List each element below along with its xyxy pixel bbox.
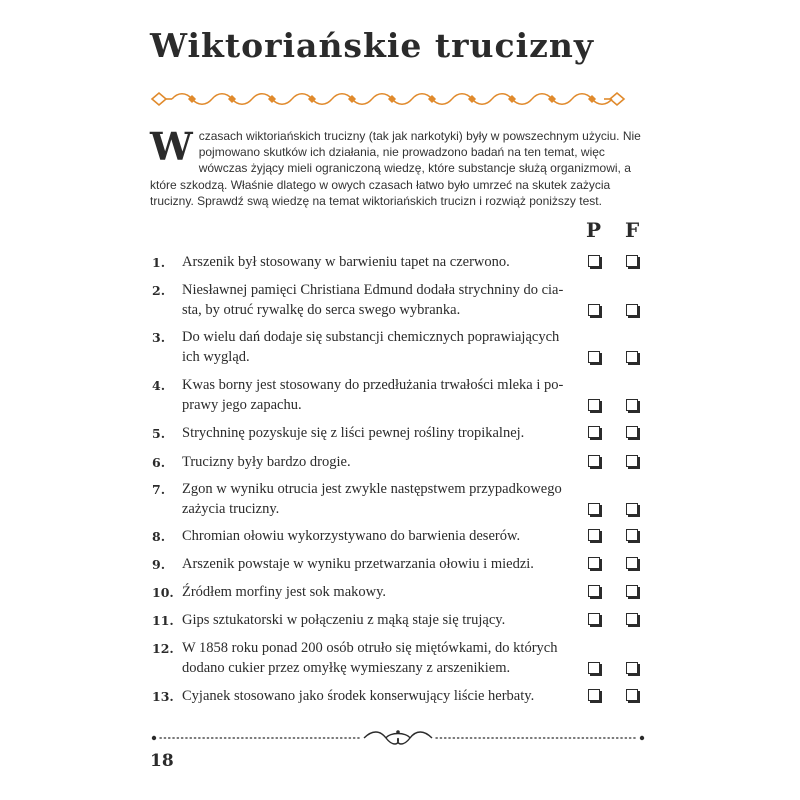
question-text-line-1: W 1858 roku ponad 200 osób otruło się miętówkami, do których	[182, 640, 558, 656]
checkbox-false[interactable]	[626, 399, 638, 411]
question-number: 6.	[152, 455, 166, 470]
question-text-line-1: Kwas borny jest stosowany do przedłużania trwałości mleka i po-	[182, 377, 564, 393]
question-text-line-1: Źródłem morfiny jest sok makowy.	[182, 584, 387, 600]
question-text	[182, 610, 572, 630]
question-number: 5.	[152, 426, 166, 441]
checkbox-true[interactable]	[588, 399, 600, 411]
question-number: 8.	[152, 529, 166, 544]
question-number: 11.	[152, 613, 174, 628]
checkbox-true[interactable]	[588, 503, 600, 515]
intro-text: czasach wiktoriańskich trucizny (tak jak narkotyki) były w powszechnym użyciu. Nie pojmowano skutków ich działania, nie prowadzono badań na ten temat, więc wówczas żyjący mieli ograniczoną wiedzę, które substancje służą organizmowi, a które szkodzą. Właśnie dlatego w owych czasach łatwo było umrzeć na skutek zażycia trucizny. Sprawdź swą wiedzę na temat wiktoriańskich trucizn i rozwiąż poniższy test.	[150, 129, 641, 208]
question-number: 13.	[152, 689, 174, 704]
column-header-true: P	[586, 218, 602, 242]
checkbox-true[interactable]	[588, 529, 600, 541]
checkbox-false[interactable]	[626, 503, 638, 515]
question-text	[182, 638, 572, 678]
question-text	[182, 479, 572, 519]
checkbox-false[interactable]	[626, 455, 638, 467]
intro-paragraph	[150, 124, 644, 209]
question-text-line-1: Do wielu dań dodaje się substancji chemicznych poprawiających	[182, 329, 560, 345]
question-number: 2.	[152, 283, 166, 298]
question-number: 10.	[152, 585, 174, 600]
column-header-false: F	[625, 218, 640, 242]
checkbox-false[interactable]	[626, 426, 638, 438]
question-text-line-1: Gips sztukatorski w połączeniu z mąką staje się trujący.	[182, 612, 506, 628]
question-text	[182, 280, 572, 320]
question-text-line-2: sta, by otruć rywalkę do serca swego wybranka.	[182, 302, 461, 318]
checkbox-true[interactable]	[588, 689, 600, 701]
question-text-line-1: Cyjanek stosowano jako środek konserwujący liście herbaty.	[182, 688, 535, 704]
checkbox-true[interactable]	[588, 557, 600, 569]
checkbox-false[interactable]	[626, 529, 638, 541]
checkbox-true[interactable]	[588, 613, 600, 625]
checkbox-true[interactable]	[588, 255, 600, 267]
question-text-line-1: Niesławnej pamięci Christiana Edmund dodała strychniny do cia-	[182, 282, 564, 298]
checkbox-true[interactable]	[588, 585, 600, 597]
question-text-line-2: ich wygląd.	[182, 349, 250, 365]
checkbox-false[interactable]	[626, 689, 638, 701]
checkbox-true[interactable]	[588, 455, 600, 467]
question-text-line-2: prawy jego zapachu.	[182, 397, 302, 413]
question-text	[182, 252, 572, 272]
checkbox-true[interactable]	[588, 426, 600, 438]
checkbox-false[interactable]	[626, 557, 638, 569]
question-text	[182, 375, 572, 415]
checkbox-true[interactable]	[588, 662, 600, 674]
question-text	[182, 423, 572, 443]
checkbox-true[interactable]	[588, 304, 600, 316]
question-number: 12.	[152, 641, 174, 656]
checkbox-false[interactable]	[626, 304, 638, 316]
question-text	[182, 554, 572, 574]
question-number: 3.	[152, 330, 166, 345]
question-text-line-1: Arszenik był stosowany w barwieniu tapet na czerwono.	[182, 254, 510, 270]
question-text-line-2: dodano cukier przez omyłkę wymieszany z arszenikiem.	[182, 660, 511, 676]
orange-ornament-divider	[150, 90, 626, 108]
question-text	[182, 452, 572, 472]
dropcap-letter: W	[150, 124, 193, 169]
checkbox-false[interactable]	[626, 255, 638, 267]
question-number: 1.	[152, 255, 166, 270]
page-number: 18	[150, 751, 174, 771]
question-text-line-1: Chromian ołowiu wykorzystywano do barwienia deserów.	[182, 528, 521, 544]
page-title: Wiktoriańskie trucizny	[150, 26, 595, 65]
question-text	[182, 582, 572, 602]
checkbox-false[interactable]	[626, 351, 638, 363]
checkbox-false[interactable]	[626, 613, 638, 625]
checkbox-false[interactable]	[626, 662, 638, 674]
question-text-line-1: Zgon w wyniku otrucia jest zwykle następstwem przypadkowego	[182, 481, 562, 497]
question-text	[182, 686, 572, 706]
question-text-line-1: Arszenik powstaje w wyniku przetwarzania ołowiu i miedzi.	[182, 556, 534, 572]
question-number: 7.	[152, 482, 166, 497]
question-text	[182, 526, 572, 546]
question-text-line-2: zażycia trucizny.	[182, 501, 280, 517]
checkbox-false[interactable]	[626, 585, 638, 597]
question-text	[182, 327, 572, 367]
question-number: 9.	[152, 557, 166, 572]
question-number: 4.	[152, 378, 166, 393]
question-text-line-1: Strychninę pozyskuje się z liści pewnej rośliny tropikalnej.	[182, 425, 525, 441]
bottom-ornament-divider	[150, 728, 646, 748]
question-text-line-1: Trucizny były bardzo drogie.	[182, 454, 351, 470]
checkbox-true[interactable]	[588, 351, 600, 363]
